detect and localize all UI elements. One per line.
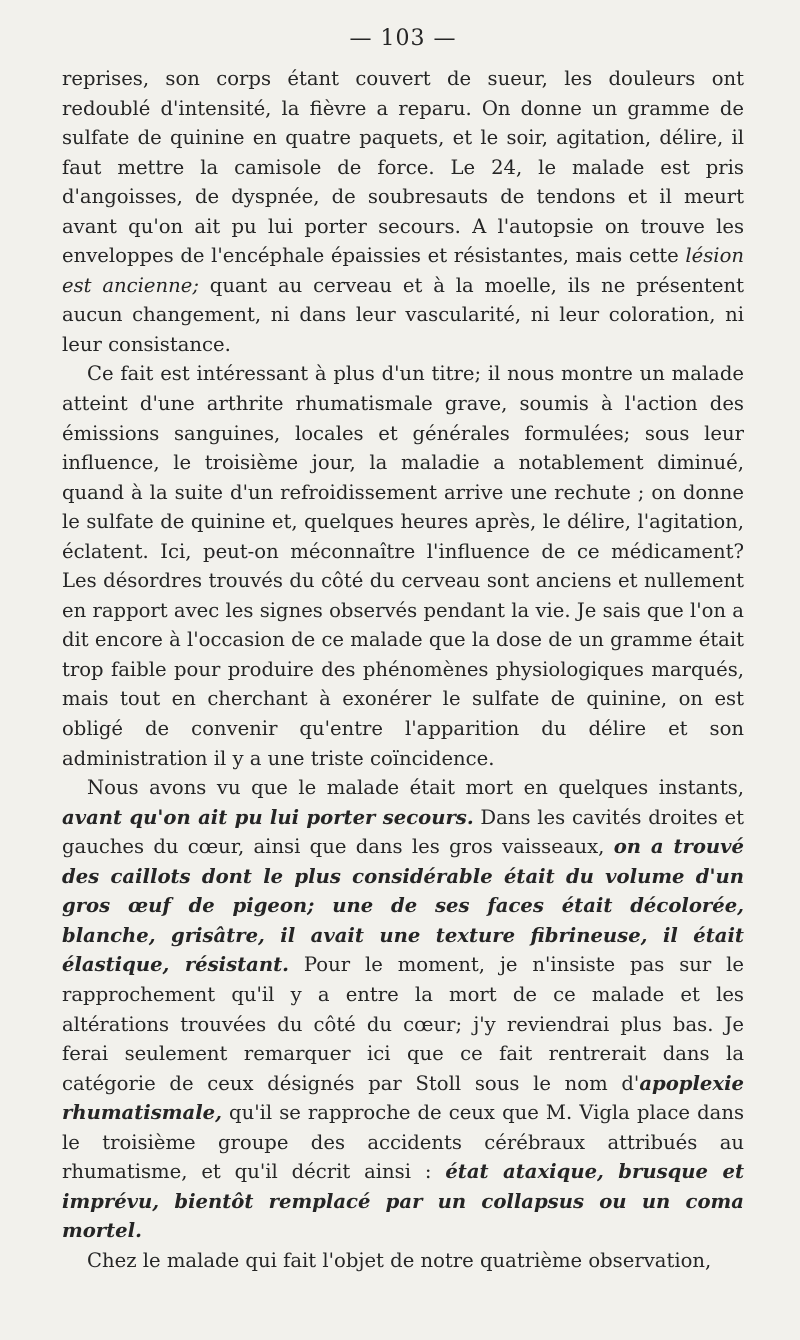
paragraph-4: [62, 1246, 744, 1276]
body-text: [62, 64, 744, 1275]
paragraph-text: Ce fait est intéressant à plus d'un titre; il nous montre un malade atteint d'une arthrite rhumatismale grave, soumis à l'action des émissions sanguines, locales et générales formulées; sous leur influence, le troisième jour, la maladie a notablement diminué, quand à la suite d'un refroidissement arrive une rechute ; on donne le sulfate de quinine et, quelques heures après, le délire, l'agitation, éclatent. Ici, peut-on méconnaître l'influence de ce médicament? Les désordres trouvés du côté du cerveau sont anciens et nullement en rapport avec les signes observés pendant la vie. Je sais que l'on a dit encore à l'occasion de ce malade que la dose de un gramme était trop faible pour produire des phénomènes physiologiques marqués, mais tout en cherchant à exonérer le sulfate de quinine, on est obligé de convenir qu'entre l'apparition du délire et son administration il y a une triste coïncidence.: [62, 362, 744, 770]
emphasis-text: lésion est ancienne;: [62, 244, 744, 297]
page-number-header: — 103 —: [349, 26, 457, 51]
emphasis-text: apoplexie rhumatismale,: [62, 1071, 744, 1125]
paragraph-1: [62, 64, 744, 359]
paragraph-text: qu'il se rapproche de ceux que M. Vigla place dans le troisième groupe des accidents cérébraux attribués au rhumatisme, et qu'il décrit ainsi :: [62, 1101, 744, 1184]
paragraph-text: Nous avons vu que le malade était mort en quelques instants,: [87, 776, 744, 800]
paragraph-text: Pour le moment, je n'insiste pas sur le rapprochement qu'il y a entre la mort de ce malade et les altérations trouvées du côté du cœur; j'y reviendrai plus bas. Je ferai seulement remarquer ici que ce fait rentrerait dans la catégorie de ceux désignés par Stoll sous le nom d': [62, 953, 744, 1095]
emphasis-text: avant qu'on ait pu lui porter secours.: [62, 805, 474, 829]
emphasis-text: état ataxique, brusque et imprévu, bientôt remplacé par un collapsus ou un coma mortel.: [62, 1160, 744, 1243]
paragraph-text: Chez le malade qui fait l'objet de notre quatrième observation,: [87, 1248, 712, 1272]
emphasis-text: on a trouvé des caillots dont le plus considérable était du volume d'un gros œuf de pigeon; une de ses faces était décolorée, blanche, grisâtre, il avait une texture fibrineuse, il était élastique, résistant.: [62, 835, 744, 977]
paragraph-2: [62, 359, 744, 773]
paragraph-3: [62, 773, 744, 1246]
paragraph-text: Dans les cavités droites et gauches du cœur, ainsi que dans les gros vaisseaux,: [62, 805, 744, 859]
paragraph-text: reprises, son corps étant couvert de sueur, les douleurs ont redoublé d'intensité, la fièvre a reparu. On donne un gramme de sulfate de quinine en quatre paquets, et le soir, agitation, délire, il faut mettre la camisole de force. Le 24, le malade est pris d'angoisses, de dyspnée, de soubresauts de tendons et il meurt avant qu'on ait pu lui porter secours. A l'autopsie on trouve les enveloppes de l'encéphale épaissies et résistantes, mais cette: [62, 67, 744, 268]
paragraph-text: quant au cerveau et à la moelle, ils ne présentent aucun changement, ni dans leur vascularité, ni leur coloration, ni leur consistance.: [62, 273, 744, 356]
book-page: [62, 22, 744, 1275]
